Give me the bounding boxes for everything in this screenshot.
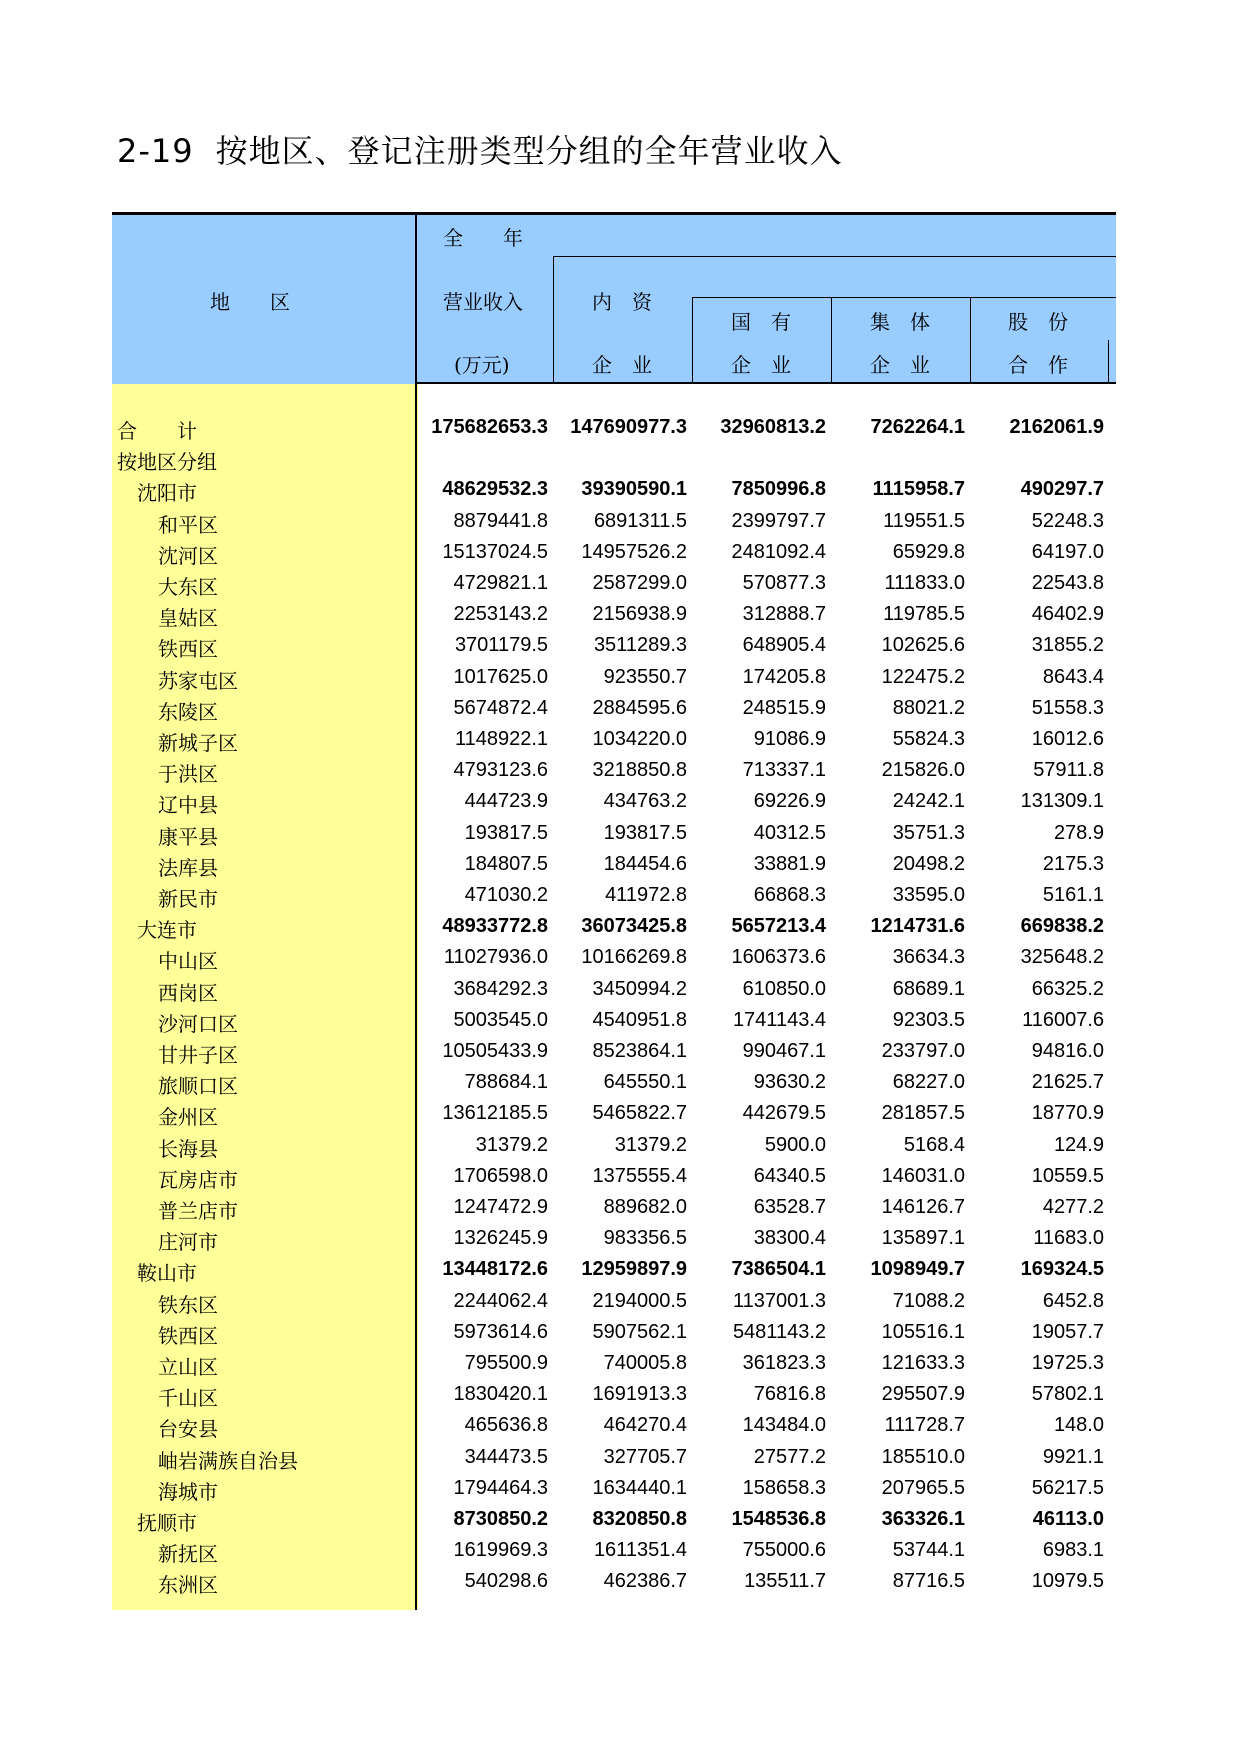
value-cell: 990467.1 bbox=[742, 1040, 826, 1062]
value-cell: 540298.6 bbox=[464, 1570, 548, 1593]
region-name: 皇姑区 bbox=[158, 606, 218, 631]
value-cell: 923550.7 bbox=[603, 665, 687, 688]
value-cell: 788684.1 bbox=[464, 1071, 548, 1094]
table-row bbox=[112, 723, 1116, 755]
table-row bbox=[112, 567, 1116, 599]
value-cell: 2162061.9 bbox=[1009, 416, 1104, 438]
value-cell: 175682653.3 bbox=[431, 416, 548, 438]
value-cell: 48933772.8 bbox=[442, 915, 548, 938]
value-cell: 281857.5 bbox=[881, 1102, 965, 1125]
region-name: 甘井子区 bbox=[158, 1043, 238, 1067]
value-cell: 71088.2 bbox=[892, 1289, 965, 1312]
value-cell: 12959897.9 bbox=[581, 1258, 687, 1281]
value-cell: 2253143.2 bbox=[453, 603, 548, 626]
value-cell: 87716.5 bbox=[892, 1570, 965, 1593]
value-cell: 464270.4 bbox=[603, 1414, 687, 1437]
value-cell: 64197.0 bbox=[1031, 540, 1104, 563]
value-cell: 2156938.9 bbox=[592, 603, 687, 626]
table-row bbox=[112, 848, 1116, 880]
value-cell: 233797.0 bbox=[881, 1040, 965, 1062]
value-cell: 669838.2 bbox=[1020, 915, 1104, 938]
value-cell: 57911.8 bbox=[1033, 759, 1104, 782]
region-name: 沈阳市 bbox=[137, 481, 197, 506]
value-cell: 755000.6 bbox=[742, 1539, 826, 1562]
value-cell: 411972.8 bbox=[605, 884, 687, 906]
region-name: 新抚区 bbox=[158, 1542, 218, 1567]
value-cell: 215826.0 bbox=[881, 759, 965, 782]
value-cell: 10505433.9 bbox=[442, 1040, 548, 1062]
value-cell: 33881.9 bbox=[753, 852, 826, 875]
header-divider-domestic-right bbox=[692, 297, 693, 384]
header-divider-collective-right bbox=[970, 297, 971, 384]
value-cell: 4729821.1 bbox=[453, 572, 548, 594]
value-cell: 53744.1 bbox=[892, 1539, 965, 1562]
value-cell: 983356.5 bbox=[603, 1227, 687, 1250]
region-name: 长海县 bbox=[158, 1136, 218, 1161]
table-row bbox=[112, 1285, 1116, 1317]
value-cell: 46113.0 bbox=[1032, 1508, 1104, 1530]
header-domestic-bottom: 企 业 bbox=[592, 353, 652, 377]
table-row bbox=[112, 411, 1116, 443]
value-cell: 1148922.1 bbox=[454, 728, 548, 750]
value-cell: 1830420.1 bbox=[453, 1383, 548, 1406]
value-cell: 13448172.6 bbox=[442, 1258, 548, 1281]
value-cell: 344473.5 bbox=[464, 1445, 548, 1468]
value-cell: 146031.0 bbox=[881, 1164, 965, 1187]
header-divider-total bbox=[553, 256, 554, 384]
table-row bbox=[112, 1004, 1116, 1036]
value-cell: 361823.3 bbox=[742, 1352, 826, 1374]
value-cell: 22543.8 bbox=[1031, 572, 1104, 594]
region-name: 中山区 bbox=[158, 949, 218, 974]
value-cell: 24242.1 bbox=[892, 790, 965, 813]
value-cell: 184807.5 bbox=[464, 852, 548, 875]
value-cell: 610850.0 bbox=[742, 977, 826, 1000]
value-cell: 18770.9 bbox=[1031, 1102, 1104, 1125]
region-name: 合 计 bbox=[117, 419, 197, 443]
header-area: 地 区 bbox=[210, 290, 290, 314]
value-cell: 795500.9 bbox=[464, 1352, 548, 1374]
region-name: 沈河区 bbox=[158, 543, 218, 568]
value-cell: 3218850.8 bbox=[592, 759, 687, 782]
value-cell: 116007.6 bbox=[1022, 1008, 1104, 1031]
value-cell: 4277.2 bbox=[1042, 1196, 1104, 1218]
value-cell: 645550.1 bbox=[603, 1071, 687, 1094]
value-cell: 471030.2 bbox=[464, 884, 548, 906]
value-cell: 68227.0 bbox=[892, 1071, 965, 1094]
value-cell: 119551.5 bbox=[883, 509, 965, 532]
value-cell: 5481143.2 bbox=[732, 1320, 826, 1343]
value-cell: 4540951.8 bbox=[592, 1008, 687, 1031]
value-cell: 135511.7 bbox=[744, 1570, 826, 1593]
header-collective-top: 集 体 bbox=[870, 310, 930, 334]
value-cell: 147690977.3 bbox=[570, 416, 687, 438]
table-row bbox=[112, 817, 1116, 849]
region-name: 法库县 bbox=[158, 855, 218, 880]
value-cell: 158658.3 bbox=[742, 1476, 826, 1499]
table-row bbox=[112, 1378, 1116, 1410]
value-cell: 462386.7 bbox=[603, 1570, 687, 1593]
value-cell: 1034220.0 bbox=[592, 728, 687, 750]
value-cell: 21625.7 bbox=[1031, 1071, 1104, 1094]
value-cell: 174205.8 bbox=[742, 665, 826, 688]
value-cell: 1247472.9 bbox=[453, 1196, 548, 1218]
value-cell: 48629532.3 bbox=[442, 478, 548, 501]
value-cell: 434763.2 bbox=[603, 790, 687, 813]
value-cell: 2587299.0 bbox=[592, 572, 687, 594]
value-cell: 248515.9 bbox=[742, 696, 826, 719]
value-cell: 91086.9 bbox=[753, 728, 826, 750]
table-row bbox=[112, 1160, 1116, 1192]
value-cell: 8730850.2 bbox=[453, 1508, 548, 1530]
value-cell: 8523864.1 bbox=[592, 1040, 687, 1062]
value-cell: 2244062.4 bbox=[453, 1289, 548, 1312]
value-cell: 64340.5 bbox=[753, 1164, 826, 1187]
value-cell: 124.9 bbox=[1053, 1133, 1104, 1156]
value-cell: 33595.0 bbox=[892, 884, 965, 906]
value-cell: 1017625.0 bbox=[453, 665, 548, 688]
value-cell: 148.0 bbox=[1053, 1414, 1104, 1437]
region-name: 岫岩满族自治县 bbox=[158, 1448, 298, 1473]
value-cell: 1137001.3 bbox=[732, 1289, 826, 1312]
header-bottom-border bbox=[415, 382, 1116, 384]
region-name: 苏家屯区 bbox=[158, 668, 238, 693]
value-cell: 35751.3 bbox=[892, 821, 965, 844]
value-cell: 1741143.4 bbox=[732, 1008, 826, 1031]
value-cell: 38300.4 bbox=[753, 1227, 826, 1250]
header-divider-coop-right bbox=[1108, 340, 1109, 384]
value-cell: 88021.2 bbox=[892, 696, 965, 719]
value-cell: 121633.3 bbox=[881, 1352, 965, 1374]
region-name: 大东区 bbox=[158, 575, 218, 599]
value-cell: 4793123.6 bbox=[453, 759, 548, 782]
table-row bbox=[112, 692, 1116, 724]
region-name: 金州区 bbox=[158, 1105, 218, 1130]
table-number: 2-19 bbox=[117, 132, 194, 170]
region-name: 和平区 bbox=[158, 512, 218, 537]
value-cell: 1691913.3 bbox=[592, 1383, 687, 1406]
value-cell: 6983.1 bbox=[1042, 1539, 1104, 1562]
value-cell: 442679.5 bbox=[742, 1102, 826, 1125]
value-cell: 1115958.7 bbox=[872, 478, 965, 501]
header-domestic-top: 内 资 bbox=[592, 290, 652, 314]
region-name: 抚顺市 bbox=[137, 1511, 197, 1535]
value-cell: 207965.5 bbox=[881, 1476, 965, 1499]
header-state-bottom: 企 业 bbox=[731, 353, 791, 377]
value-cell: 32960813.2 bbox=[720, 416, 826, 438]
value-cell: 1619969.3 bbox=[453, 1539, 548, 1562]
value-cell: 11027936.0 bbox=[443, 946, 548, 969]
value-cell: 10166269.8 bbox=[581, 946, 687, 969]
value-cell: 10559.5 bbox=[1031, 1164, 1104, 1187]
value-cell: 1214731.6 bbox=[870, 915, 965, 938]
header-total-top: 全 年 bbox=[443, 226, 523, 250]
region-name: 沙河口区 bbox=[158, 1011, 238, 1036]
value-cell: 5003545.0 bbox=[453, 1008, 548, 1031]
value-cell: 39390590.1 bbox=[581, 478, 687, 501]
value-cell: 1706598.0 bbox=[453, 1164, 548, 1187]
value-cell: 46402.9 bbox=[1031, 603, 1104, 626]
region-name: 按地区分组 bbox=[117, 450, 217, 475]
value-cell: 1548536.8 bbox=[731, 1508, 826, 1530]
header-divider-types bbox=[692, 297, 1116, 298]
value-cell: 1634440.1 bbox=[592, 1476, 687, 1499]
table-row bbox=[112, 1316, 1116, 1348]
value-cell: 5907562.1 bbox=[592, 1320, 687, 1343]
value-cell: 7262264.1 bbox=[870, 416, 965, 438]
region-name: 西岗区 bbox=[158, 980, 218, 1005]
value-cell: 740005.8 bbox=[603, 1352, 687, 1374]
value-cell: 1794464.3 bbox=[453, 1476, 548, 1499]
header-coop-bottom: 合 作 bbox=[1008, 353, 1068, 377]
table-row bbox=[112, 1409, 1116, 1441]
value-cell: 6891311.5 bbox=[593, 509, 687, 532]
value-cell: 2175.3 bbox=[1042, 852, 1104, 875]
table-row bbox=[112, 505, 1116, 537]
value-cell: 20498.2 bbox=[892, 852, 965, 875]
value-cell: 119785.5 bbox=[883, 603, 965, 626]
value-cell: 8643.4 bbox=[1042, 665, 1104, 688]
value-cell: 105516.1 bbox=[881, 1320, 965, 1343]
table-row bbox=[112, 754, 1116, 786]
value-cell: 169324.5 bbox=[1020, 1258, 1104, 1281]
value-cell: 2884595.6 bbox=[592, 696, 687, 719]
table-title: 按地区、登记注册类型分组的全年营业收入 bbox=[215, 132, 843, 170]
value-cell: 713337.1 bbox=[742, 759, 826, 782]
value-cell: 1098949.7 bbox=[870, 1258, 965, 1281]
region-name: 大连市 bbox=[137, 918, 197, 943]
value-cell: 2399797.7 bbox=[731, 509, 826, 532]
value-cell: 31379.2 bbox=[614, 1133, 687, 1156]
value-cell: 1375555.4 bbox=[592, 1164, 687, 1187]
table-row bbox=[112, 598, 1116, 630]
table-row bbox=[112, 1097, 1116, 1129]
value-cell: 363326.1 bbox=[881, 1508, 965, 1530]
table-row bbox=[112, 1472, 1116, 1504]
value-cell: 11683.0 bbox=[1033, 1227, 1104, 1250]
value-cell: 68689.1 bbox=[892, 977, 965, 1000]
region-name: 瓦房店市 bbox=[158, 1167, 238, 1192]
table-row bbox=[112, 536, 1116, 568]
value-cell: 3684292.3 bbox=[453, 977, 548, 1000]
value-cell: 325648.2 bbox=[1020, 946, 1104, 969]
region-name: 普兰店市 bbox=[158, 1199, 238, 1223]
value-cell: 111833.0 bbox=[884, 572, 965, 594]
region-name: 东陵区 bbox=[158, 699, 218, 724]
value-cell: 295507.9 bbox=[881, 1383, 965, 1406]
region-name: 海城市 bbox=[158, 1479, 218, 1504]
value-cell: 1611351.4 bbox=[593, 1539, 687, 1562]
region-name: 辽中县 bbox=[158, 793, 218, 818]
value-cell: 14957526.2 bbox=[581, 540, 687, 563]
table-row bbox=[112, 1066, 1116, 1098]
header-state-top: 国 有 bbox=[731, 310, 791, 334]
region-name: 千山区 bbox=[158, 1386, 218, 1411]
table-row bbox=[112, 1129, 1116, 1161]
table-row bbox=[112, 785, 1116, 817]
region-name: 立山区 bbox=[158, 1355, 218, 1379]
region-name: 台安县 bbox=[158, 1417, 218, 1442]
table-row bbox=[112, 1534, 1116, 1566]
table-row bbox=[112, 442, 1116, 474]
region-name: 庄河市 bbox=[158, 1230, 218, 1255]
value-cell: 1326245.9 bbox=[453, 1227, 548, 1250]
table-row bbox=[112, 1191, 1116, 1223]
value-cell: 278.9 bbox=[1053, 821, 1104, 844]
value-cell: 15137024.5 bbox=[442, 540, 548, 563]
header-total-mid: 营业收入 bbox=[443, 290, 523, 314]
value-cell: 135897.1 bbox=[881, 1227, 965, 1250]
value-cell: 31855.2 bbox=[1031, 634, 1104, 657]
region-name: 康平县 bbox=[158, 824, 218, 849]
value-cell: 444723.9 bbox=[464, 790, 548, 813]
value-cell: 8320850.8 bbox=[592, 1508, 687, 1530]
value-cell: 19725.3 bbox=[1031, 1352, 1104, 1374]
value-cell: 66868.3 bbox=[753, 884, 826, 906]
table-row bbox=[112, 1441, 1116, 1473]
header-collective-bottom: 企 业 bbox=[870, 353, 930, 377]
value-cell: 185510.0 bbox=[881, 1445, 965, 1468]
region-name: 铁东区 bbox=[158, 1292, 218, 1317]
table-row bbox=[112, 1347, 1116, 1379]
region-name: 新民市 bbox=[158, 887, 218, 911]
region-name: 铁西区 bbox=[158, 1323, 218, 1348]
table-top-border bbox=[112, 212, 1116, 215]
table-row bbox=[112, 973, 1116, 1005]
value-cell: 36634.3 bbox=[892, 946, 965, 969]
value-cell: 65929.8 bbox=[892, 540, 965, 563]
value-cell: 76816.8 bbox=[753, 1383, 826, 1406]
value-cell: 465636.8 bbox=[464, 1414, 548, 1437]
value-cell: 5168.4 bbox=[903, 1133, 965, 1156]
value-cell: 10979.5 bbox=[1031, 1570, 1104, 1593]
value-cell: 5161.1 bbox=[1042, 884, 1104, 906]
value-cell: 3701179.5 bbox=[454, 634, 548, 657]
region-name: 鞍山市 bbox=[137, 1261, 197, 1286]
value-cell: 57802.1 bbox=[1031, 1383, 1104, 1406]
value-cell: 94816.0 bbox=[1031, 1040, 1104, 1062]
table-row bbox=[112, 1035, 1116, 1067]
table-row bbox=[112, 1503, 1116, 1535]
value-cell: 31379.2 bbox=[475, 1133, 548, 1156]
value-cell: 111728.7 bbox=[884, 1414, 965, 1437]
value-cell: 6452.8 bbox=[1042, 1289, 1104, 1312]
value-cell: 52248.3 bbox=[1031, 509, 1104, 532]
header-divider-state-right bbox=[831, 297, 832, 384]
page-title bbox=[117, 126, 843, 172]
value-cell: 5973614.6 bbox=[453, 1320, 548, 1343]
value-cell: 51558.3 bbox=[1031, 696, 1104, 719]
value-cell: 36073425.8 bbox=[581, 915, 687, 938]
value-cell: 19057.7 bbox=[1031, 1320, 1104, 1343]
header-divider-domestic bbox=[553, 256, 1116, 257]
value-cell: 312888.7 bbox=[742, 603, 826, 626]
region-name: 于洪区 bbox=[158, 762, 218, 787]
value-cell: 490297.7 bbox=[1020, 478, 1104, 501]
table-row bbox=[112, 910, 1116, 942]
value-cell: 122475.2 bbox=[881, 665, 965, 688]
value-cell: 193817.5 bbox=[603, 821, 687, 844]
value-cell: 3450994.2 bbox=[592, 977, 687, 1000]
header-total-unit: (万元) bbox=[454, 353, 510, 377]
table-row bbox=[112, 629, 1116, 661]
value-cell: 327705.7 bbox=[603, 1445, 687, 1468]
value-cell: 56217.5 bbox=[1031, 1476, 1104, 1499]
value-cell: 143484.0 bbox=[742, 1414, 826, 1437]
value-cell: 648905.4 bbox=[742, 634, 826, 657]
value-cell: 9921.1 bbox=[1042, 1445, 1104, 1468]
region-name: 铁西区 bbox=[158, 637, 218, 662]
value-cell: 146126.7 bbox=[881, 1196, 965, 1218]
value-cell: 7850996.8 bbox=[731, 478, 826, 501]
value-cell: 16012.6 bbox=[1031, 728, 1104, 750]
value-cell: 66325.2 bbox=[1031, 977, 1104, 1000]
value-cell: 55824.3 bbox=[892, 728, 965, 750]
table-row bbox=[112, 1253, 1116, 1285]
value-cell: 1606373.6 bbox=[731, 946, 826, 969]
table-row bbox=[112, 879, 1116, 911]
region-name: 新城子区 bbox=[158, 731, 238, 755]
value-cell: 27577.2 bbox=[753, 1445, 826, 1468]
value-cell: 570877.3 bbox=[742, 572, 826, 594]
header-coop-top: 股 份 bbox=[1008, 310, 1068, 334]
table-row bbox=[112, 1222, 1116, 1254]
value-cell: 131309.1 bbox=[1020, 790, 1104, 813]
value-cell: 5657213.4 bbox=[731, 915, 826, 938]
value-cell: 5465822.7 bbox=[592, 1102, 687, 1125]
value-cell: 5900.0 bbox=[764, 1133, 826, 1156]
value-cell: 63528.7 bbox=[753, 1196, 826, 1218]
value-cell: 92303.5 bbox=[892, 1008, 965, 1031]
value-cell: 889682.0 bbox=[603, 1196, 687, 1218]
value-cell: 3511289.3 bbox=[593, 634, 687, 657]
value-cell: 40312.5 bbox=[753, 821, 826, 844]
value-cell: 7386504.1 bbox=[731, 1258, 826, 1281]
table-row bbox=[112, 473, 1116, 505]
region-name: 旅顺口区 bbox=[158, 1074, 238, 1099]
value-cell: 2194000.5 bbox=[592, 1289, 687, 1312]
value-cell: 102625.6 bbox=[881, 634, 965, 657]
value-cell: 184454.6 bbox=[603, 852, 687, 875]
table-row bbox=[112, 661, 1116, 693]
value-cell: 193817.5 bbox=[464, 821, 548, 844]
table-row bbox=[112, 1565, 1116, 1597]
value-cell: 8879441.8 bbox=[453, 509, 548, 532]
table-row bbox=[112, 941, 1116, 973]
value-cell: 93630.2 bbox=[753, 1071, 826, 1094]
value-cell: 69226.9 bbox=[753, 790, 826, 813]
value-cell: 2481092.4 bbox=[731, 540, 826, 563]
region-name: 东洲区 bbox=[158, 1573, 218, 1598]
value-cell: 5674872.4 bbox=[453, 696, 548, 719]
value-cell: 13612185.5 bbox=[442, 1102, 548, 1125]
